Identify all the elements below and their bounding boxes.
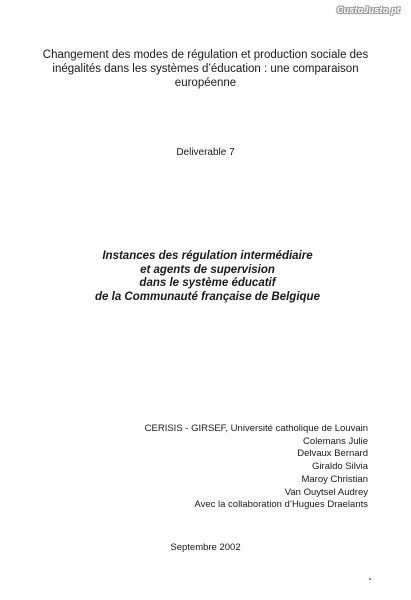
collaboration-note: Avec la collaboration d’Hugues Draelants — [194, 499, 368, 511]
watermark-logo: CustoJusto.pt — [336, 5, 400, 15]
institution: CERISIS - GIRSEF, Université catholique de Louvain — [144, 423, 368, 434]
subtitle-line: Instances des régulation intermédiaire — [102, 250, 313, 262]
deliverable-label: Deliverable 7 — [176, 147, 235, 158]
subtitle-line: de la Communauté française de Belgique — [95, 290, 320, 303]
author-list — [38, 423, 368, 512]
document-subtitle — [40, 250, 375, 304]
title-line: Changement des modes de régulation et production sociale des — [42, 49, 369, 61]
title-line: inégalités dans les systèmes d’éducation : une comparaison — [52, 63, 359, 75]
author-name: Van Ouytsel Audrey — [284, 486, 368, 498]
publication-date: Septembre 2002 — [170, 542, 241, 553]
author-name: Giraldo Silvia — [312, 461, 368, 473]
document-title — [28, 48, 383, 90]
scan-speck — [369, 578, 371, 580]
title-line: européenne — [174, 77, 237, 89]
author-name: Maroy Christian — [301, 473, 368, 485]
author-name: Colemans Julie — [303, 435, 368, 447]
subtitle-line: et agents de supervision — [140, 263, 275, 276]
author-name: Delvaux Bernard — [297, 448, 368, 460]
subtitle-line: dans le système éducatif — [139, 277, 276, 289]
